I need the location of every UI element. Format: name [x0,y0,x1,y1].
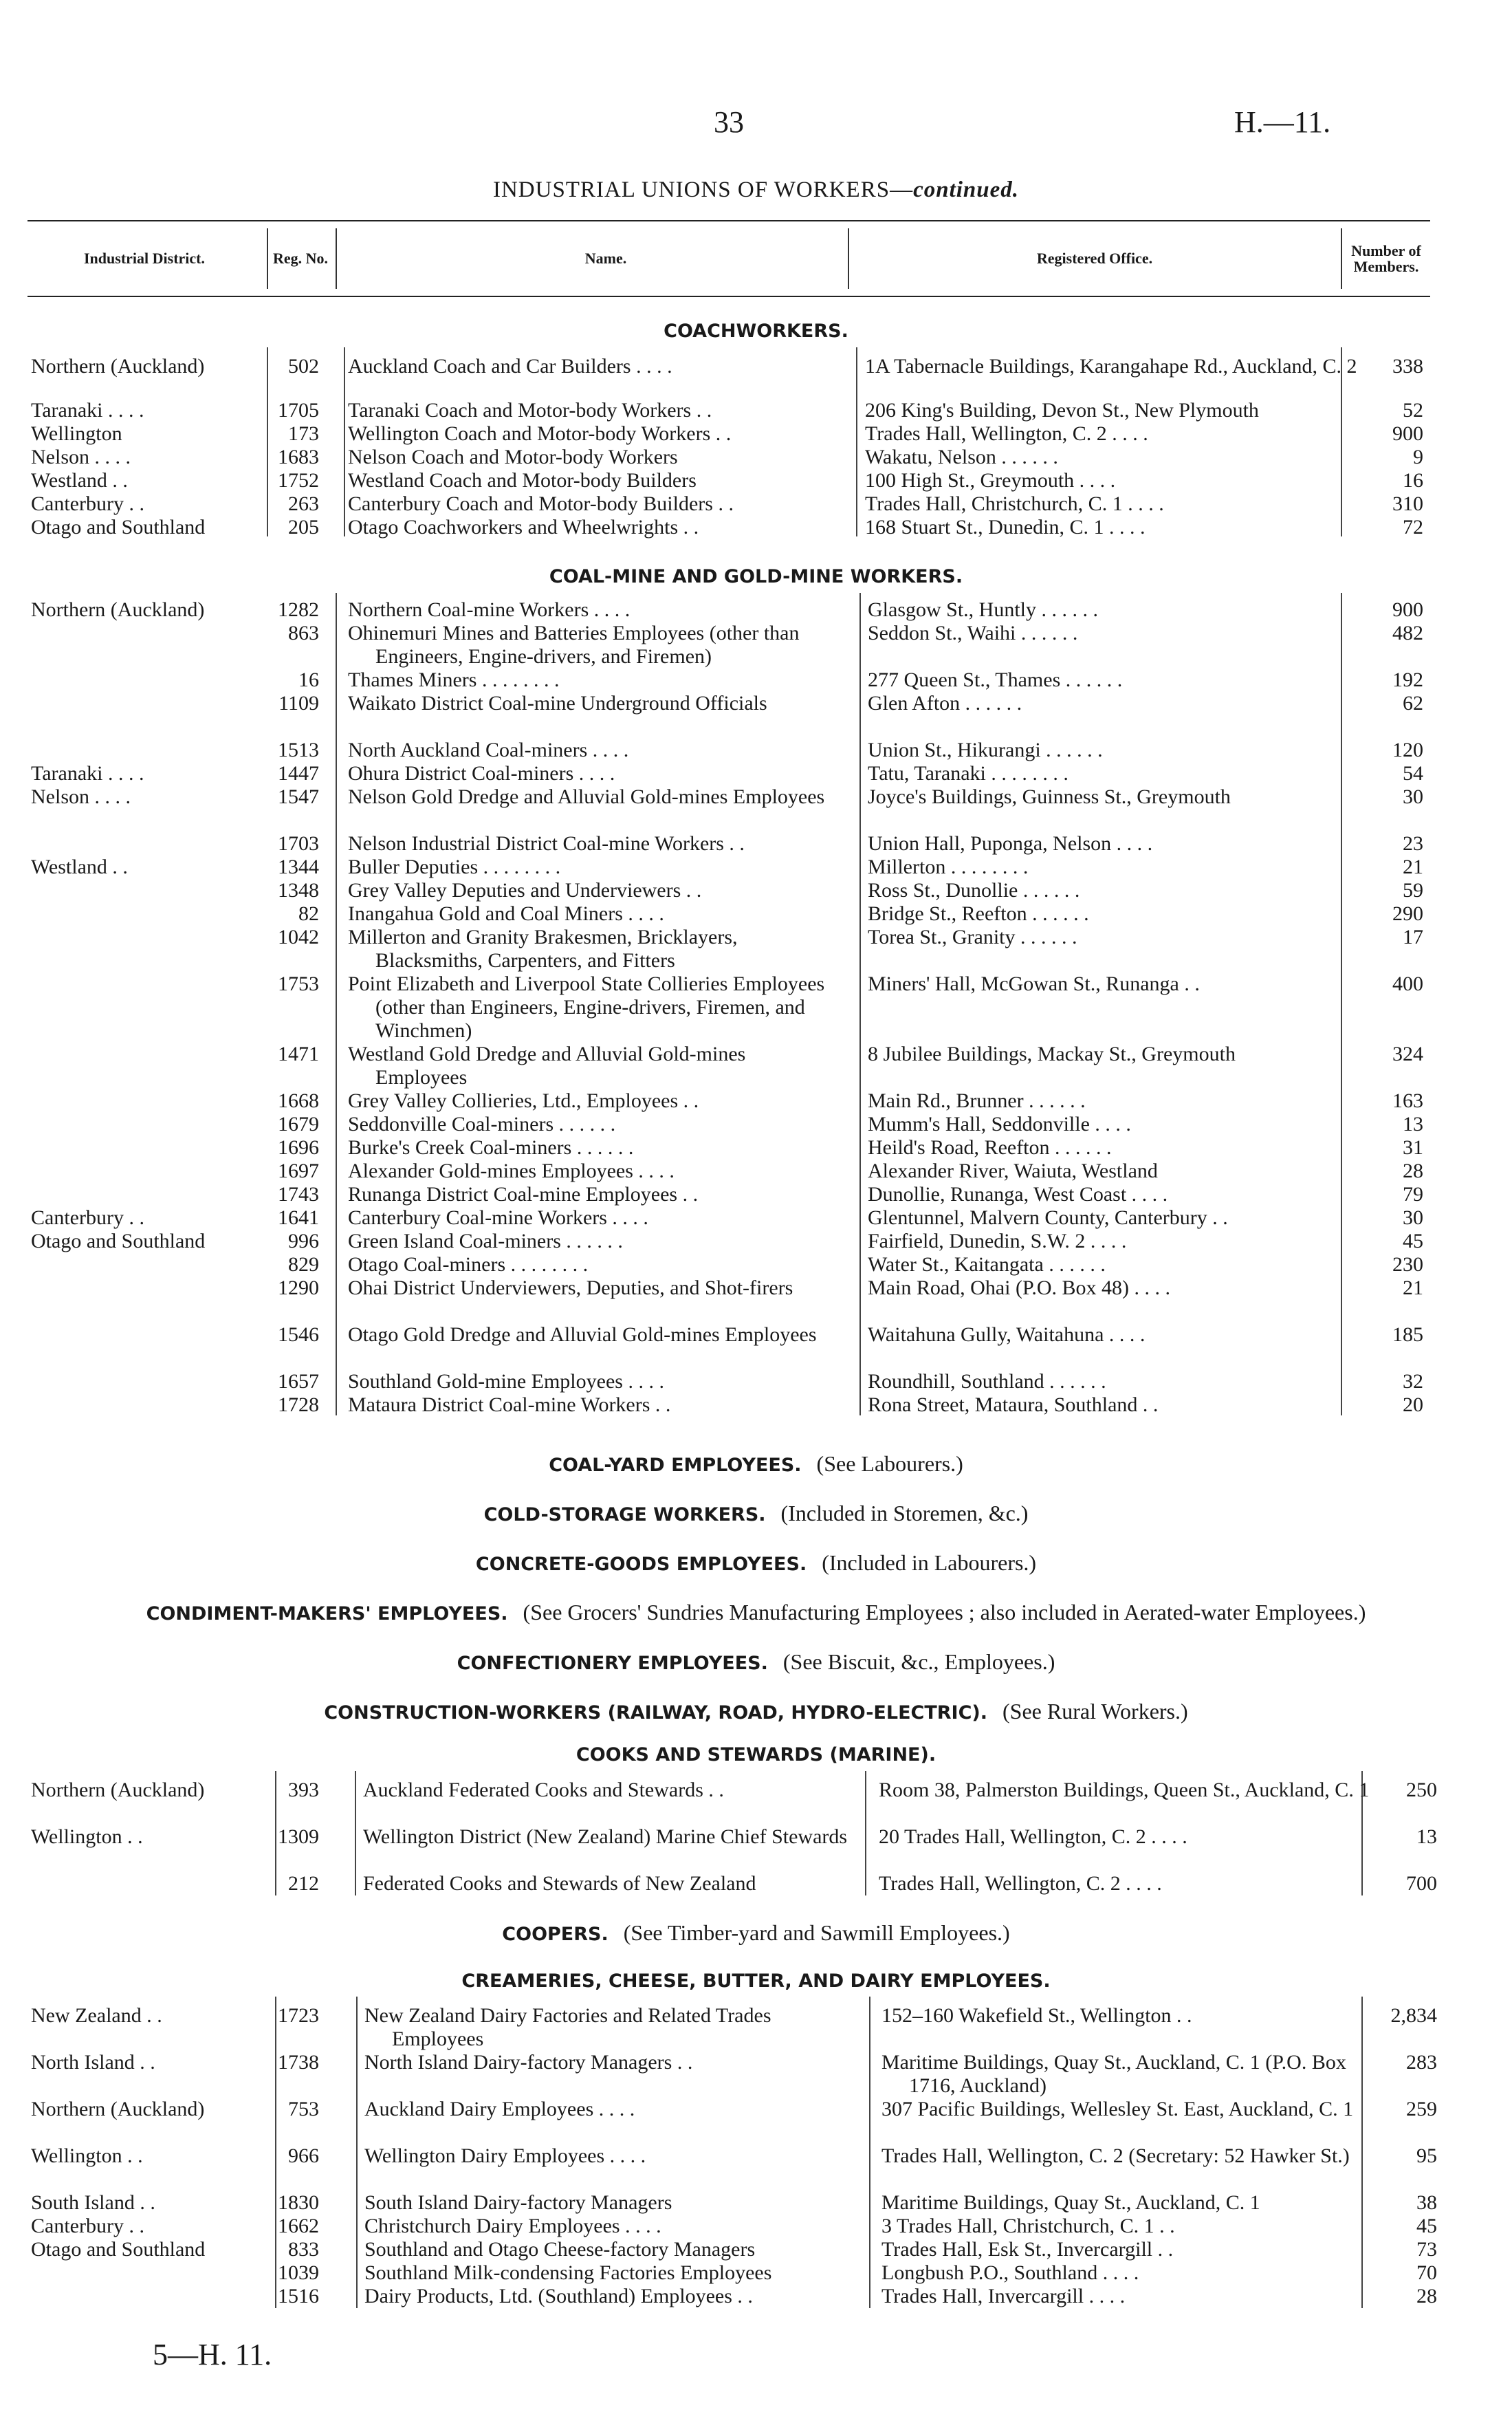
cell-name: Green Island Coal-miners . . . . . . [348,1230,623,1252]
cross-reference-heading [0,1451,1512,1477]
section-title: COACHWORKERS. [664,320,848,342]
cell-reg-no: 1697 [278,1160,319,1182]
cell-reg-no: 1348 [278,879,319,902]
cell-members: 13 [1416,1825,1437,1848]
cell-name: North Auckland Coal-miners . . . . [348,739,629,761]
cell-name: Westland Coach and Motor-body Builders [348,469,697,492]
cell-reg-no: 1546 [278,1323,319,1346]
cell-name: Auckland Federated Cooks and Stewards . . [363,1779,724,1801]
cell-name: Ohinemuri Mines and Batteries Employees (other than Engineers, Engine-drivers, and Firemen) [348,622,800,668]
cell-name: Otago Coachworkers and Wheelwrights . . [348,516,699,539]
cell-office: Trades Hall, Invercargill . . . . [881,2285,1126,2307]
cell-district: Canterbury . . [31,2215,144,2237]
cell-name: Southland Milk-condensing Factories Employees [364,2261,772,2284]
cell-members: 52 [1403,399,1423,422]
page-number: 33 [714,105,744,139]
cell-name: Wellington Dairy Employees . . . . [364,2144,646,2167]
cross-reference-note: (Included in Labourers.) [822,1550,1037,1575]
column-divider [344,347,345,536]
cell-office: Trades Hall, Wellington, C. 2 . . . . [865,422,1148,445]
cell-office: 307 Pacific Buildings, Wellesley St. East, Auckland, C. 1 [881,2098,1354,2120]
header-name: Name. [584,250,627,268]
cell-reg-no: 1042 [278,926,319,948]
cell-office: Main Road, Ohai (P.O. Box 48) . . . . [868,1276,1170,1299]
cell-reg-no: 502 [288,355,319,378]
cell-name: Point Elizabeth and Liverpool State Collieries Employees (other than Engineers, Engine-drivers, Firemen, and Winchmen) [348,973,825,1042]
cell-name: Christchurch Dairy Employees . . . . [364,2215,661,2237]
cell-office: Union Hall, Puponga, Nelson . . . . [868,832,1153,855]
cell-members: 38 [1416,2191,1437,2214]
cell-members: 2,834 [1390,2004,1437,2027]
cell-members: 28 [1416,2285,1437,2307]
cell-reg-no: 1641 [278,1206,319,1229]
cell-office: 277 Queen St., Thames . . . . . . [868,669,1123,691]
cell-members: 30 [1403,785,1423,808]
cell-members: 185 [1392,1323,1423,1346]
cell-members: 72 [1403,516,1423,539]
cell-district: Otago and Southland [31,1230,206,1252]
header-district: Industrial District. [84,250,205,268]
cell-members: 23 [1403,832,1423,855]
cell-office: Trades Hall, Esk St., Invercargill . . [881,2238,1174,2261]
cell-office: Rona Street, Mataura, Southland . . [868,1393,1159,1416]
cell-office: Water St., Kaitangata . . . . . . [868,1253,1106,1276]
cell-members: 32 [1403,1370,1423,1393]
cross-reference-note: (Included in Storemen, &c.) [780,1501,1029,1525]
cell-reg-no: 833 [288,2238,319,2261]
cell-reg-no: 1039 [278,2261,319,2284]
cell-reg-no: 1290 [278,1276,319,1299]
page-reference: H.—11. [1234,105,1331,139]
cell-office: Room 38, Palmerston Buildings, Queen St., Auckland, C. 1 [879,1779,1370,1801]
column-divider [336,593,337,1415]
cell-reg-no: 1705 [278,399,319,422]
cross-reference-note: (See Grocers' Sundries Manufacturing Employees ; also included in Aerated-water Employees.) [523,1600,1366,1625]
cell-name: New Zealand Dairy Factories and Related Trades Employees [364,2004,771,2050]
cell-name: Grey Valley Collieries, Ltd., Employees . . [348,1089,699,1112]
cell-members: 338 [1392,355,1423,378]
cell-office: 168 Stuart St., Dunedin, C. 1 . . . . [865,516,1146,539]
cell-name: Ohai District Underviewers, Deputies, and Shot-firers [348,1276,793,1299]
cell-office: Ross St., Dunollie . . . . . . [868,879,1080,902]
cell-name: Northern Coal-mine Workers . . . . [348,598,631,621]
cell-office: 3 Trades Hall, Christchurch, C. 1 . . [881,2215,1175,2237]
cell-reg-no: 1703 [278,832,319,855]
column-divider [856,347,857,536]
section-title: CREAMERIES, CHEESE, BUTTER, AND DAIRY EMPLOYEES. [461,1970,1051,1992]
cell-reg-no: 1547 [278,785,319,808]
cell-members: 230 [1392,1253,1423,1276]
cell-members: 16 [1403,469,1423,492]
cell-office: Mumm's Hall, Seddonville . . . . [868,1113,1131,1136]
cell-office: 8 Jubilee Buildings, Mackay St., Greymouth [868,1043,1236,1065]
cell-office: Alexander River, Waiuta, Westland [868,1160,1158,1182]
cell-members: 900 [1392,598,1423,621]
cell-office: Heild's Road, Reefton . . . . . . [868,1136,1112,1159]
page-footer: 5—H. 11. [153,2338,272,2371]
column-divider [859,593,861,1415]
cell-members: 250 [1406,1779,1437,1801]
cell-district: Westland . . [31,469,128,492]
cell-name: Mataura District Coal-mine Workers . . [348,1393,671,1416]
cell-district: New Zealand . . [31,2004,162,2027]
cross-reference-title: CONFECTIONERY EMPLOYEES. [457,1653,768,1674]
cell-members: 324 [1392,1043,1423,1065]
cell-reg-no: 1743 [278,1183,319,1206]
cell-reg-no: 753 [288,2098,319,2120]
cell-district: Wellington . . [31,1825,143,1848]
cell-members: 73 [1416,2238,1437,2261]
cell-district: North Island . . [31,2051,155,2074]
cell-district: Wellington . . [31,2144,143,2167]
cell-members: 62 [1403,692,1423,715]
cell-office: Wakatu, Nelson . . . . . . [865,446,1058,468]
cell-office: Main Rd., Brunner . . . . . . [868,1089,1086,1112]
cross-reference-note: (See Timber-yard and Sawmill Employees.) [623,1920,1010,1945]
cell-name: Millerton and Granity Brakesmen, Bricklayers, Blacksmiths, Carpenters, and Fitters [348,926,738,972]
cell-members: 54 [1403,762,1423,785]
cross-reference-heading [0,1649,1512,1675]
cell-reg-no: 829 [288,1253,319,1276]
cell-office: Miners' Hall, McGowan St., Runanga . . [868,973,1200,995]
cell-reg-no: 1696 [278,1136,319,1159]
section-title: COAL-MINE AND GOLD-MINE WORKERS. [549,566,963,587]
cross-reference-note: (See Rural Workers.) [1002,1699,1188,1724]
cell-office: 152–160 Wakefield St., Wellington . . [881,2004,1192,2027]
column-divider [356,1997,358,2308]
cell-district: Northern (Auckland) [31,1779,205,1801]
cell-name: Waikato District Coal-mine Underground Officials [348,692,767,715]
table-header [28,220,1430,297]
cell-members: 163 [1392,1089,1423,1112]
cell-name: Canterbury Coal-mine Workers . . . . [348,1206,648,1229]
cell-reg-no: 996 [288,1230,319,1252]
cell-reg-no: 393 [288,1779,319,1801]
cross-reference-title: COAL-YARD EMPLOYEES. [549,1455,802,1476]
header-office: Registered Office. [1036,250,1153,268]
cell-members: 59 [1403,879,1423,902]
page-title: INDUSTRIAL UNIONS OF WORKERS—continued. [492,177,1020,202]
cell-members: 21 [1403,1276,1423,1299]
cell-members: 31 [1403,1136,1423,1159]
cell-reg-no: 212 [288,1872,319,1895]
cell-district: Nelson . . . . [31,785,131,808]
cell-members: 20 [1403,1393,1423,1416]
cell-reg-no: 1679 [278,1113,319,1136]
cell-office: Union St., Hikurangi . . . . . . [868,739,1103,761]
cell-name: Southland Gold-mine Employees . . . . [348,1370,664,1393]
cell-reg-no: 1662 [278,2215,319,2237]
cell-reg-no: 1282 [278,598,319,621]
cell-name: Thames Miners . . . . . . . . [348,669,560,691]
cross-reference-title: COLD-STORAGE WORKERS. [483,1504,766,1525]
cell-name: Taranaki Coach and Motor-body Workers . . [348,399,712,422]
cell-reg-no: 1683 [278,446,319,468]
cell-name: North Island Dairy-factory Managers . . [364,2051,693,2074]
cell-district: Northern (Auckland) [31,598,205,621]
cell-office: Glentunnel, Malvern County, Canterbury . . [868,1206,1228,1229]
cell-district: South Island . . [31,2191,155,2214]
cell-office: Fairfield, Dunedin, S.W. 2 . . . . [868,1230,1127,1252]
cell-members: 28 [1403,1160,1423,1182]
cell-reg-no: 1447 [278,762,319,785]
cross-reference-heading [0,1550,1512,1576]
cell-office: Bridge St., Reefton . . . . . . [868,902,1089,925]
cell-members: 192 [1392,669,1423,691]
cross-reference-title: COOPERS. [502,1924,609,1945]
cell-reg-no: 1723 [278,2004,319,2027]
cell-members: 95 [1416,2144,1437,2167]
cell-office: Glen Afton . . . . . . [868,692,1022,715]
cell-office: Glasgow St., Huntly . . . . . . [868,598,1099,621]
cell-office: Waitahuna Gully, Waitahuna . . . . [868,1323,1146,1346]
cell-district: Canterbury . . [31,492,144,515]
cross-reference-note: (See Labourers.) [816,1451,963,1476]
cell-reg-no: 1309 [278,1825,319,1848]
cell-name: Grey Valley Deputies and Underviewers . . [348,879,702,902]
cell-name: Wellington District (New Zealand) Marine Chief Stewards [363,1825,848,1848]
cell-members: 310 [1392,492,1423,515]
cell-district: Westland . . [31,856,128,878]
cell-members: 259 [1406,2098,1437,2120]
cell-name: Otago Coal-miners . . . . . . . . [348,1253,589,1276]
cell-name: Federated Cooks and Stewards of New Zealand [363,1872,756,1895]
cell-members: 21 [1403,856,1423,878]
cell-office: 1A Tabernacle Buildings, Karangahape Rd., Auckland, C. 2 [865,355,1357,378]
cell-office: Millerton . . . . . . . . [868,856,1029,878]
cell-office: 100 High St., Greymouth . . . . [865,469,1116,492]
cell-office: Dunollie, Runanga, West Coast . . . . [868,1183,1168,1206]
cell-reg-no: 1516 [278,2285,319,2307]
cross-reference-heading [0,1600,1512,1625]
cell-members: 79 [1403,1183,1423,1206]
cell-name: Auckland Coach and Car Builders . . . . [348,355,672,378]
cross-reference-title: CONCRETE-GOODS EMPLOYEES. [475,1554,807,1575]
cross-reference-note: (See Biscuit, &c., Employees.) [782,1649,1055,1674]
cell-office: Longbush P.O., Southland . . . . [881,2261,1139,2284]
cross-reference-title: CONSTRUCTION-WORKERS (RAILWAY, ROAD, HYDRO-ELECTRIC). [324,1702,988,1724]
cell-reg-no: 1344 [278,856,319,878]
cell-reg-no: 966 [288,2144,319,2167]
cell-reg-no: 1657 [278,1370,319,1393]
cell-members: 9 [1413,446,1423,468]
cell-members: 700 [1406,1872,1437,1895]
column-divider [869,1997,870,2308]
cell-reg-no: 863 [288,622,319,644]
cell-office: Trades Hall, Christchurch, C. 1 . . . . [865,492,1164,515]
cross-reference-heading [0,1920,1512,1946]
cell-office: Torea St., Granity . . . . . . [868,926,1077,948]
cell-office: Seddon St., Waihi . . . . . . [868,622,1078,644]
cell-reg-no: 1728 [278,1393,319,1416]
cell-name: Nelson Coach and Motor-body Workers [348,446,678,468]
cell-reg-no: 1752 [278,469,319,492]
cell-office: 20 Trades Hall, Wellington, C. 2 . . . . [879,1825,1187,1848]
cell-reg-no: 82 [298,902,319,925]
cell-name: Canterbury Coach and Motor-body Builders . . [348,492,734,515]
cell-name: Auckland Dairy Employees . . . . [364,2098,635,2120]
cell-reg-no: 1668 [278,1089,319,1112]
cell-office: Maritime Buildings, Quay St., Auckland, C. 1 [881,2191,1260,2214]
cell-district: Otago and Southland [31,2238,206,2261]
cell-name: Westland Gold Dredge and Alluvial Gold-mines Employees [348,1043,746,1089]
cell-members: 482 [1392,622,1423,644]
cell-reg-no: 1738 [278,2051,319,2074]
column-divider [865,1771,866,1895]
cell-name: Seddonville Coal-miners . . . . . . [348,1113,616,1136]
cell-office: Tatu, Taranaki . . . . . . . . [868,762,1069,785]
cell-members: 283 [1406,2051,1437,2074]
cell-district: Wellington [31,422,122,445]
cell-members: 17 [1403,926,1423,948]
cell-reg-no: 1753 [278,973,319,995]
cell-district: Canterbury . . [31,1206,144,1229]
cell-name: Southland and Otago Cheese-factory Managers [364,2238,756,2261]
cell-name: Alexander Gold-mines Employees . . . . [348,1160,675,1182]
cell-members: 400 [1392,973,1423,995]
cell-reg-no: 1471 [278,1043,319,1065]
cell-name: Nelson Industrial District Coal-mine Workers . . [348,832,745,855]
cell-district: Taranaki . . . . [31,762,144,785]
cell-district: Nelson . . . . [31,446,131,468]
cell-name: Otago Gold Dredge and Alluvial Gold-mines Employees [348,1323,817,1346]
cell-district: Otago and Southland [31,516,206,539]
cell-members: 120 [1392,739,1423,761]
cell-office: 206 King's Building, Devon St., New Plymouth [865,399,1259,422]
cell-members: 30 [1403,1206,1423,1229]
cell-name: Wellington Coach and Motor-body Workers . . [348,422,732,445]
cross-reference-title: CONDIMENT-MAKERS' EMPLOYEES. [146,1603,508,1625]
cell-reg-no: 16 [298,669,319,691]
cell-district: Northern (Auckland) [31,355,205,378]
cell-name: South Island Dairy-factory Managers [364,2191,672,2214]
cell-members: 70 [1416,2261,1437,2284]
cell-office: Trades Hall, Wellington, C. 2 (Secretary: 52 Hawker St.) [881,2144,1350,2167]
cell-name: Inangahua Gold and Coal Miners . . . . [348,902,664,925]
cell-name: Burke's Creek Coal-miners . . . . . . [348,1136,634,1159]
column-divider [355,1771,356,1895]
cell-reg-no: 1513 [278,739,319,761]
section-title: COOKS AND STEWARDS (MARINE). [576,1744,936,1765]
cell-name: Dairy Products, Ltd. (Southland) Employees . . [364,2285,753,2307]
cell-name: Ohura District Coal-miners . . . . [348,762,615,785]
cell-office: Trades Hall, Wellington, C. 2 . . . . [879,1872,1162,1895]
cell-members: 45 [1416,2215,1437,2237]
cell-reg-no: 263 [288,492,319,515]
cross-reference-heading [0,1699,1512,1724]
cell-members: 900 [1392,422,1423,445]
header-members: Number of Members. [1351,241,1421,275]
cell-name: Runanga District Coal-mine Employees . . [348,1183,699,1206]
cell-reg-no: 205 [288,516,319,539]
cell-office: Roundhill, Southland . . . . . . [868,1370,1106,1393]
header-reg: Reg. No. [272,250,329,268]
cell-district: Northern (Auckland) [31,2098,205,2120]
cell-reg-no: 173 [288,422,319,445]
cell-reg-no: 1830 [278,2191,319,2214]
cell-office: Joyce's Buildings, Guinness St., Greymouth [868,785,1231,808]
cell-members: 290 [1392,902,1423,925]
cell-reg-no: 1109 [278,692,319,715]
cell-members: 45 [1403,1230,1423,1252]
cell-office: Maritime Buildings, Quay St., Auckland, C. 1 (P.O. Box 1716, Auckland) [881,2051,1346,2097]
cross-reference-heading [0,1501,1512,1526]
cell-members: 13 [1403,1113,1423,1136]
cell-name: Buller Deputies . . . . . . . . [348,856,561,878]
cell-name: Nelson Gold Dredge and Alluvial Gold-mines Employees [348,785,825,808]
cell-district: Taranaki . . . . [31,399,144,422]
